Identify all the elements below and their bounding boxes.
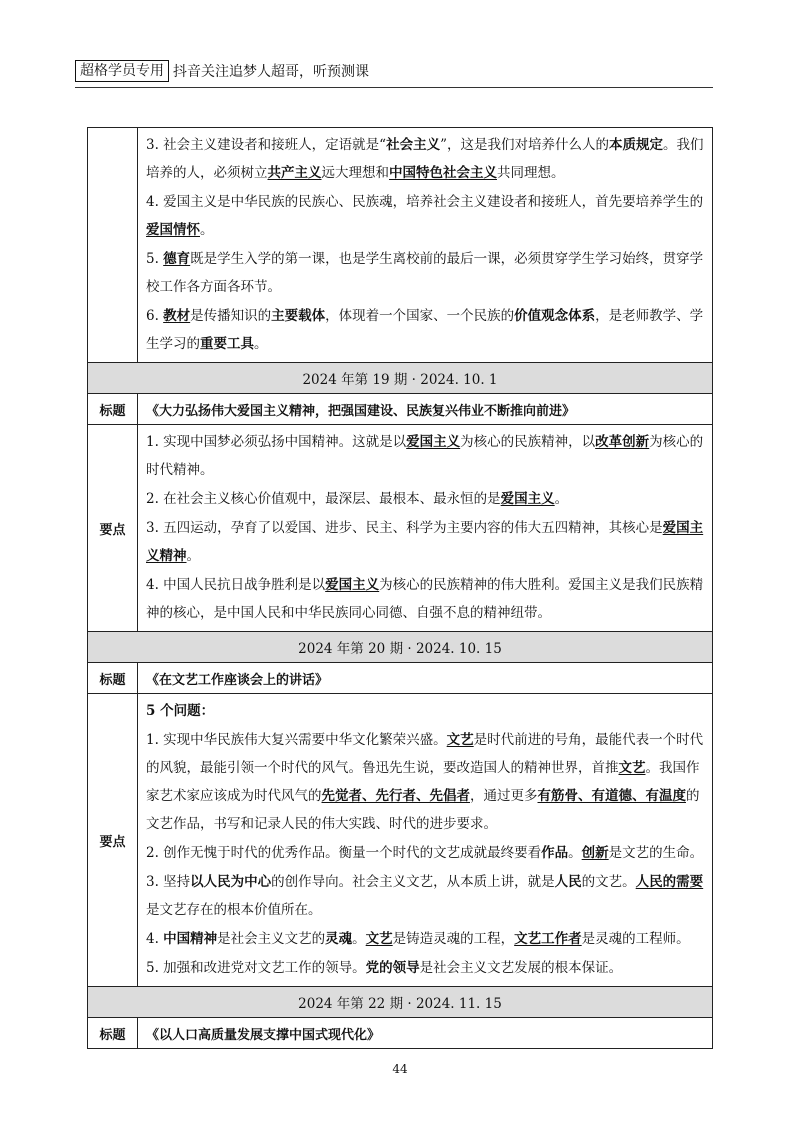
emphasis-text: 有筋骨、有道德、有温度: [537, 788, 686, 804]
text-run: 2. 在社会主义核心价值观中，最深层、最根本、最永恒的是: [146, 491, 501, 507]
text-run: 是社会主义文艺的: [217, 931, 326, 947]
emphasis-text: 爱国主义精神: [146, 520, 704, 564]
text-run: 远大理想和: [321, 165, 389, 181]
text-run: 3. 坚持: [146, 874, 191, 890]
text-run: 共同理想。: [497, 165, 565, 181]
text-run: 既是学生入学的第一课，也是学生离校前的最后一课，必须贯穿学生学习始终，贯穿学校工作各方面各环节。: [146, 251, 704, 295]
emphasis-text: 党的领导: [365, 960, 420, 976]
point-paragraph: [146, 485, 704, 513]
emphasis-text: 爱国主义: [406, 434, 461, 450]
points-row: [88, 694, 713, 987]
issue-row: [88, 363, 713, 394]
emphasis-text: 灵魂: [325, 931, 353, 947]
text-run: 4. 爱国主义是中华民族的民族心、民族魂，培养社会主义建设者和接班人，首先要培养学生的: [146, 194, 704, 210]
text-run: 为核心的民族精神的伟大胜利。爱国主义是我们民族精神的核心，是中国人民和中华民族同心同德、自强不息的精神纽带。: [146, 577, 704, 621]
point-paragraph: [146, 514, 704, 570]
text-run: 是文艺存在的根本价值所在。: [146, 902, 322, 918]
text-run: 是文艺的生命。: [608, 845, 704, 861]
point-paragraph: [146, 131, 704, 187]
point-paragraph: [146, 245, 704, 301]
emphasis-text: 以人民为中心: [190, 874, 272, 890]
emphasis-text: 文艺: [446, 732, 474, 748]
point-paragraph: [146, 302, 704, 358]
points-label: 要点: [88, 425, 138, 632]
text-run: ”，这是我们对培养什么人的: [440, 137, 609, 153]
article-title: 《在文艺工作座谈会上的讲话》: [138, 663, 713, 694]
point-paragraph: [146, 428, 704, 484]
text-run: 。: [554, 491, 569, 507]
title-row: [88, 394, 713, 425]
text-run: 为核心的时代精神。: [146, 434, 704, 478]
text-run: 。我们培养的人，必须树立: [146, 137, 704, 181]
text-run: 是灵魂的工程师。: [581, 931, 690, 947]
issue-heading: 2024 年第 20 期 · 2024. 10. 15: [88, 632, 713, 663]
text-run: 是传播知识的: [190, 308, 272, 324]
issue-row: [88, 987, 713, 1018]
issue-row: [88, 632, 713, 663]
text-run: 2. 创作无愧于时代的优秀作品。衡量一个时代的文艺成就最终要看: [146, 845, 542, 861]
point-paragraph: [146, 697, 704, 725]
emphasis-text: 爱国主义: [325, 577, 380, 593]
text-run: 的文艺作品，书写和记录人民的伟大实践、时代的进步要求。: [146, 788, 700, 832]
emphasis-text: 社会主义: [386, 137, 441, 153]
text-run: 是社会主义文艺发展的根本保证。: [419, 960, 623, 976]
empty-label-cell: [88, 128, 138, 363]
text-run: 。: [186, 548, 200, 564]
article-title: 《以人口高质量发展支撑中国式现代化》: [138, 1018, 713, 1049]
issue-heading: 2024 年第 19 期 · 2024. 10. 1: [88, 363, 713, 394]
header-badge: 超格学员专用: [75, 60, 169, 82]
emphasis-text: 改革创新: [595, 434, 650, 450]
text-run: 4. 中国人民抗日战争胜利是以: [146, 577, 326, 593]
text-run: 是铸造灵魂的工程，: [392, 931, 515, 947]
points-content: [138, 694, 713, 987]
text-run: 6.: [146, 308, 164, 324]
text-run: ，通过更多: [470, 788, 538, 804]
points-content: [138, 425, 713, 632]
text-run: 1. 实现中华民族伟大复兴需要中华文化繁荣兴盛。: [146, 732, 447, 748]
emphasis-text: 人民的需要: [635, 874, 704, 890]
emphasis-text: 文艺: [365, 931, 393, 947]
emphasis-text: 5 个问题：: [146, 703, 215, 719]
points-label: 要点: [88, 694, 138, 987]
header-divider: [75, 87, 713, 88]
point-paragraph: [146, 868, 704, 924]
points-row: [88, 425, 713, 632]
emphasis-text: 人民: [554, 874, 582, 890]
point-paragraph: [146, 188, 704, 244]
point-paragraph: [146, 839, 704, 867]
emphasis-text: 重要工具: [200, 336, 254, 352]
title-row: [88, 663, 713, 694]
title-row: [88, 1018, 713, 1049]
emphasis-text: 爱国情怀: [146, 222, 200, 238]
point-paragraph: [146, 571, 704, 627]
emphasis-text: 价值观念体系: [514, 308, 596, 324]
emphasis-text: 文艺: [618, 760, 646, 776]
point-paragraph: [146, 954, 704, 982]
emphasis-text: 本质规定: [608, 137, 663, 153]
page-number: 44: [392, 1062, 408, 1076]
article-title: 《大力弘扬伟大爱国主义精神，把强国建设、民族复兴伟业不断推向前进》: [138, 394, 713, 425]
emphasis-text: 德育: [163, 251, 191, 267]
issue-heading: 2024 年第 22 期 · 2024. 11. 15: [88, 987, 713, 1018]
header-text: 抖音关注追梦人超哥，听预测课: [173, 64, 369, 80]
text-run: 的创作导向。社会主义文艺，从本质上讲，就是: [271, 874, 555, 890]
text-run: 。: [254, 336, 268, 352]
emphasis-text: 文艺工作者: [514, 931, 582, 947]
text-run: 1. 实现中国梦必须弘扬中国精神。这就是以: [146, 434, 407, 450]
text-run: ，体现着一个国家、一个民族的: [325, 308, 515, 324]
text-run: 5.: [146, 251, 164, 267]
text-run: 。: [568, 845, 582, 861]
table-row: [88, 128, 713, 363]
text-run: 。我国作家艺术家应该成为时代风气的: [146, 760, 700, 804]
title-label: 标题: [88, 1018, 138, 1049]
text-run: 3. 五四运动，孕育了以爱国、进步、民主、科学为主要内容的伟大五四精神，其核心是: [146, 520, 663, 536]
text-run: 。: [200, 222, 214, 238]
points-content: [138, 128, 713, 363]
point-paragraph: [146, 726, 704, 838]
text-run: 5. 加强和改进党对文艺工作的领导。: [146, 960, 366, 976]
text-run: 的文艺。: [581, 874, 636, 890]
emphasis-text: 中国精神: [163, 931, 218, 947]
title-label: 标题: [88, 394, 138, 425]
text-run: 。: [352, 931, 366, 947]
text-run: 3. 社会主义建设者和接班人，定语就是“: [146, 137, 387, 153]
emphasis-text: 创新: [581, 845, 609, 861]
emphasis-text: 共产主义: [267, 165, 322, 181]
summary-table: [87, 127, 713, 1049]
emphasis-text: 中国特色社会主义: [389, 165, 497, 181]
text-run: 为核心的民族精神，以: [460, 434, 596, 450]
page-header: [75, 60, 369, 82]
point-paragraph: [146, 925, 704, 953]
emphasis-text: 作品: [541, 845, 569, 861]
emphasis-text: 爱国主义: [500, 491, 555, 507]
emphasis-text: 教材: [163, 308, 191, 324]
text-run: 是时代前进的号角，最能代表一个时代的风貌，最能引领一个时代的风气。鲁迅先生说，要改造国人的精神世界，首推: [146, 732, 704, 776]
text-run: 4.: [146, 931, 164, 947]
emphasis-text: 主要载体: [271, 308, 326, 324]
text-run: ，是老师教学、学生学习的: [146, 308, 704, 352]
emphasis-text: 先觉者、先行者、先倡者: [321, 788, 470, 804]
title-label: 标题: [88, 663, 138, 694]
